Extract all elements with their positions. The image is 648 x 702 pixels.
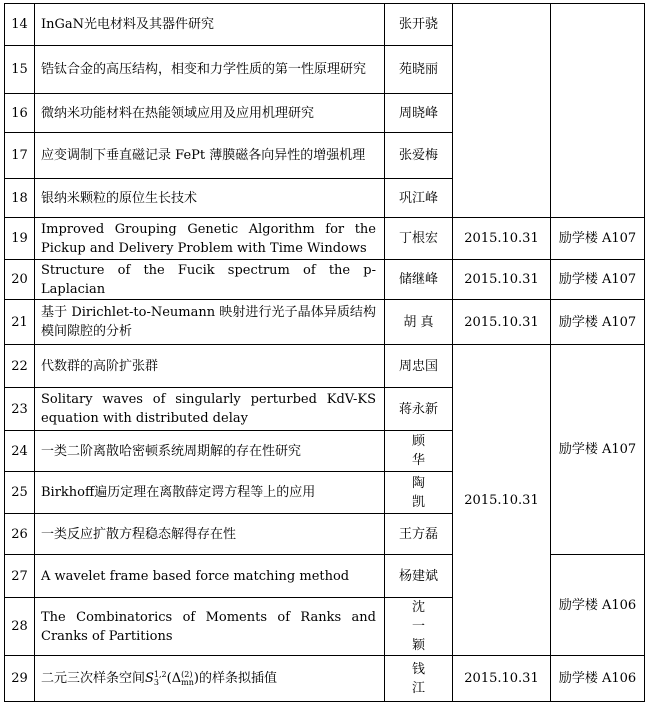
- room-cell-empty: [551, 4, 645, 218]
- speaker-name: 张开骁: [385, 4, 453, 46]
- report-title: The Combinatorics of Moments of Ranks and Cranks of Partitions: [35, 598, 385, 656]
- report-title: A wavelet frame based force matching method: [35, 555, 385, 598]
- report-title: 基于 Dirichlet-to-Neumann 映射进行光子晶体异质结构模间隙腔的分析: [35, 300, 385, 345]
- report-title: 一类二阶离散哈密顿系统周期解的存在性研究: [35, 431, 385, 472]
- row-number: 19: [5, 218, 35, 260]
- row-number: 21: [5, 300, 35, 345]
- report-room-merged: 励学楼 A107: [551, 345, 645, 555]
- schedule-table: [4, 3, 645, 702]
- row-number: 26: [5, 514, 35, 555]
- row-number: 15: [5, 46, 35, 94]
- date-cell-empty: [453, 4, 551, 218]
- report-title: Improved Grouping Genetic Algorithm for the Pickup and Delivery Problem with Time Windows: [35, 218, 385, 260]
- report-title: 应变调制下垂直磁记录 FePt 薄膜磁各向异性的增强机理: [35, 133, 385, 179]
- report-title: 微纳米功能材料在热能领域应用及应用机理研究: [35, 94, 385, 133]
- report-title: 锆钛合金的高压结构，相变和力学性质的第一性原理研究: [35, 46, 385, 94]
- row-number: 17: [5, 133, 35, 179]
- row-number: 24: [5, 431, 35, 472]
- report-title-math: [35, 656, 385, 702]
- row-number: 27: [5, 555, 35, 598]
- speaker-name: 顾 华: [385, 431, 453, 472]
- report-title: 代数群的高阶扩张群: [35, 345, 385, 388]
- report-title: Structure of the Fucik spectrum of the p-Laplacian: [35, 260, 385, 300]
- table-row: [5, 656, 645, 702]
- row-number: 29: [5, 656, 35, 702]
- row-number: 22: [5, 345, 35, 388]
- row-number: 14: [5, 4, 35, 46]
- speaker-name: 蒋永新: [385, 388, 453, 431]
- row-number: 18: [5, 179, 35, 218]
- report-room: 励学楼 A107: [551, 260, 645, 300]
- row-number: 25: [5, 472, 35, 514]
- row-number: 23: [5, 388, 35, 431]
- speaker-name: 钱 江: [385, 656, 453, 702]
- speaker-name: 储继峰: [385, 260, 453, 300]
- math-spline-space: S 1,2 3: [145, 669, 167, 687]
- report-room-merged: 励学楼 A106: [551, 555, 645, 656]
- title-suffix: 的样条拟插值: [198, 671, 277, 686]
- row-number: 20: [5, 260, 35, 300]
- speaker-name: 杨建斌: [385, 555, 453, 598]
- report-room: 励学楼 A107: [551, 218, 645, 260]
- report-date: 2015.10.31: [453, 300, 551, 345]
- report-title: 一类反应扩散方程稳态解得存在性: [35, 514, 385, 555]
- speaker-name: 周忠国: [385, 345, 453, 388]
- report-room: 励学楼 A106: [551, 656, 645, 702]
- report-room: 励学楼 A107: [551, 300, 645, 345]
- report-title: 银纳米颗粒的原位生长技术: [35, 179, 385, 218]
- speaker-name: 王方磊: [385, 514, 453, 555]
- speaker-name: 陶 凯: [385, 472, 453, 514]
- report-title: Solitary waves of singularly perturbed KdV-KS equation with distributed delay: [35, 388, 385, 431]
- row-number: 16: [5, 94, 35, 133]
- report-title: Birkhoff遍历定理在离散薛定谔方程等上的应用: [35, 472, 385, 514]
- report-date-merged: 2015.10.31: [453, 345, 551, 656]
- report-date: 2015.10.31: [453, 260, 551, 300]
- report-date: 2015.10.31: [453, 656, 551, 702]
- speaker-name: 胡 真: [385, 300, 453, 345]
- table-row: [5, 300, 645, 345]
- speaker-name: 张爱梅: [385, 133, 453, 179]
- table-row: [5, 218, 645, 260]
- row-number: 28: [5, 598, 35, 656]
- speaker-name: 苑晓丽: [385, 46, 453, 94]
- speaker-name: 沈一颖: [385, 598, 453, 656]
- speaker-name: 丁根宏: [385, 218, 453, 260]
- table-row: [5, 345, 645, 388]
- report-date: 2015.10.31: [453, 218, 551, 260]
- speaker-name: 巩江峰: [385, 179, 453, 218]
- math-delta: (Δ (2) mn ): [166, 669, 199, 687]
- speaker-name: 周晓峰: [385, 94, 453, 133]
- title-prefix: 二元三次样条空间: [41, 671, 146, 686]
- table-row: [5, 4, 645, 46]
- schedule-table-wrapper: [4, 3, 645, 702]
- report-title: InGaN光电材料及其器件研究: [35, 4, 385, 46]
- table-row: [5, 260, 645, 300]
